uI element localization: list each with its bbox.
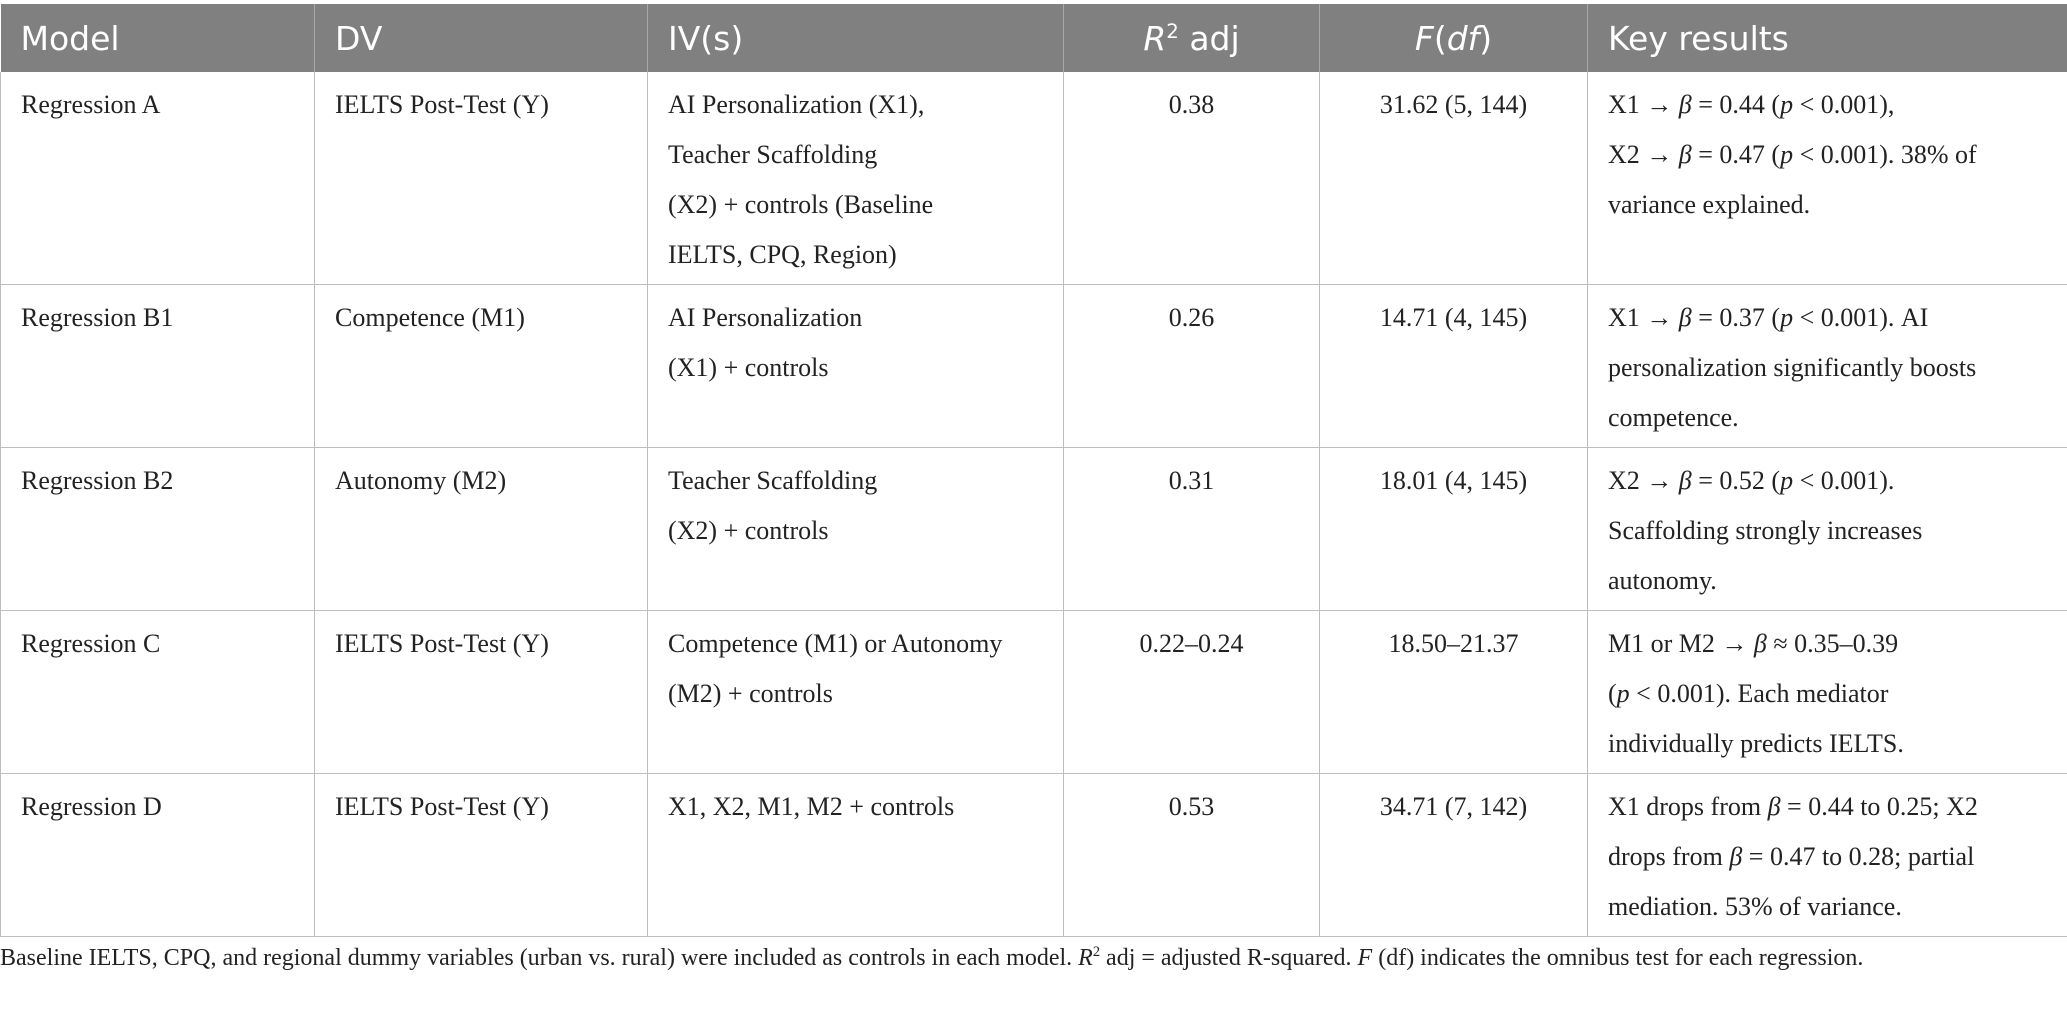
iv-line: AI Personalization bbox=[668, 303, 863, 332]
header-dv: DV bbox=[315, 4, 648, 72]
header-r2-adj bbox=[1064, 4, 1320, 72]
key-result-line: X2 → β = 0.47 (p < 0.001). 38% of bbox=[1608, 140, 1977, 169]
f-cell: 18.50–21.37 bbox=[1320, 611, 1588, 774]
model-cell: Regression C bbox=[1, 611, 315, 774]
key-result-line: (p < 0.001). Each mediator bbox=[1608, 679, 1889, 708]
key-result-line: competence. bbox=[1608, 403, 1739, 432]
iv-line: (X2) + controls (Baseline bbox=[668, 190, 934, 219]
key-result-line: X1 → β = 0.44 (p < 0.001), bbox=[1608, 90, 1895, 119]
key-result-line: X1 drops from β = 0.44 to 0.25; X2 bbox=[1608, 792, 1978, 821]
footnote-r-symbol: R bbox=[1078, 945, 1093, 971]
r2-suffix: adj bbox=[1178, 18, 1240, 58]
key-result-line: Scaffolding strongly increases bbox=[1608, 516, 1923, 545]
key-results-cell bbox=[1588, 72, 2067, 285]
f-symbol: F bbox=[1414, 18, 1434, 58]
key-result-line: X1 → β = 0.37 (p < 0.001). AI bbox=[1608, 303, 1929, 332]
iv-line: Teacher Scaffolding bbox=[668, 140, 878, 169]
r2-superscript: 2 bbox=[1166, 19, 1179, 43]
key-results-cell bbox=[1588, 448, 2067, 611]
f-open-paren: ( bbox=[1433, 18, 1447, 58]
key-results-cell bbox=[1588, 774, 2067, 937]
key-result-line: personalization significantly boosts bbox=[1608, 353, 1977, 382]
iv-line: AI Personalization (X1), bbox=[668, 90, 925, 119]
results-table-container bbox=[0, 4, 2067, 937]
iv-cell bbox=[648, 285, 1064, 448]
dv-cell: Autonomy (M2) bbox=[315, 448, 648, 611]
key-result-line: mediation. 53% of variance. bbox=[1608, 892, 1902, 921]
key-result-line: individually predicts IELTS. bbox=[1608, 729, 1904, 758]
iv-line: X1, X2, M1, M2 + controls bbox=[668, 792, 955, 821]
header-ivs: IV(s) bbox=[648, 4, 1064, 72]
table-row bbox=[1, 774, 2067, 937]
key-result-line: drops from β = 0.47 to 0.28; partial bbox=[1608, 842, 1975, 871]
iv-line: Teacher Scaffolding bbox=[668, 466, 878, 495]
key-results-cell bbox=[1588, 285, 2067, 448]
footnote-part3: (df) indicates the omnibus test for each regression. bbox=[1372, 945, 1864, 971]
model-cell: Regression B2 bbox=[1, 448, 315, 611]
header-f-df bbox=[1320, 4, 1588, 72]
r2-symbol: R bbox=[1143, 18, 1167, 58]
iv-cell bbox=[648, 611, 1064, 774]
f-cell: 14.71 (4, 145) bbox=[1320, 285, 1588, 448]
footnote-f-symbol: F bbox=[1357, 945, 1373, 971]
dv-cell: IELTS Post-Test (Y) bbox=[315, 72, 648, 285]
model-cell: Regression D bbox=[1, 774, 315, 937]
table-row bbox=[1, 611, 2067, 774]
header-key-results: Key results bbox=[1588, 4, 2067, 72]
iv-line: (M2) + controls bbox=[668, 679, 833, 708]
r2-cell: 0.53 bbox=[1064, 774, 1320, 937]
key-results-cell bbox=[1588, 611, 2067, 774]
iv-line: (X2) + controls bbox=[668, 516, 829, 545]
r2-cell: 0.26 bbox=[1064, 285, 1320, 448]
df-symbol: df bbox=[1446, 18, 1480, 58]
key-result-line: M1 or M2 → β ≈ 0.35–0.39 bbox=[1608, 629, 1899, 658]
iv-line: Competence (M1) or Autonomy bbox=[668, 629, 1003, 658]
key-result-line: autonomy. bbox=[1608, 566, 1717, 595]
table-row bbox=[1, 448, 2067, 611]
f-cell: 18.01 (4, 145) bbox=[1320, 448, 1588, 611]
dv-cell: IELTS Post-Test (Y) bbox=[315, 611, 648, 774]
table-body bbox=[1, 72, 2067, 937]
iv-cell bbox=[648, 774, 1064, 937]
f-close-paren: ) bbox=[1479, 18, 1493, 58]
table-footnote bbox=[0, 940, 2040, 977]
f-cell: 31.62 (5, 144) bbox=[1320, 72, 1588, 285]
iv-cell bbox=[648, 72, 1064, 285]
key-result-line: X2 → β = 0.52 (p < 0.001). bbox=[1608, 466, 1895, 495]
footnote-r-superscript: 2 bbox=[1092, 944, 1101, 960]
model-cell: Regression B1 bbox=[1, 285, 315, 448]
iv-cell bbox=[648, 448, 1064, 611]
f-cell: 34.71 (7, 142) bbox=[1320, 774, 1588, 937]
header-row bbox=[1, 4, 2067, 72]
r2-cell: 0.22–0.24 bbox=[1064, 611, 1320, 774]
iv-line: IELTS, CPQ, Region) bbox=[668, 240, 897, 269]
r2-cell: 0.31 bbox=[1064, 448, 1320, 611]
footnote-part2: adj = adjusted R-squared. bbox=[1100, 945, 1358, 971]
dv-cell: IELTS Post-Test (Y) bbox=[315, 774, 648, 937]
regression-results-table bbox=[0, 4, 2067, 937]
footnote-part1: Baseline IELTS, CPQ, and regional dummy variables (urban vs. rural) were included as controls in each model. bbox=[0, 945, 1079, 971]
table-row bbox=[1, 285, 2067, 448]
table-header bbox=[1, 4, 2067, 72]
r2-cell: 0.38 bbox=[1064, 72, 1320, 285]
iv-line: (X1) + controls bbox=[668, 353, 829, 382]
model-cell: Regression A bbox=[1, 72, 315, 285]
key-result-line: variance explained. bbox=[1608, 190, 1811, 219]
table-row bbox=[1, 72, 2067, 285]
dv-cell: Competence (M1) bbox=[315, 285, 648, 448]
header-model: Model bbox=[1, 4, 315, 72]
